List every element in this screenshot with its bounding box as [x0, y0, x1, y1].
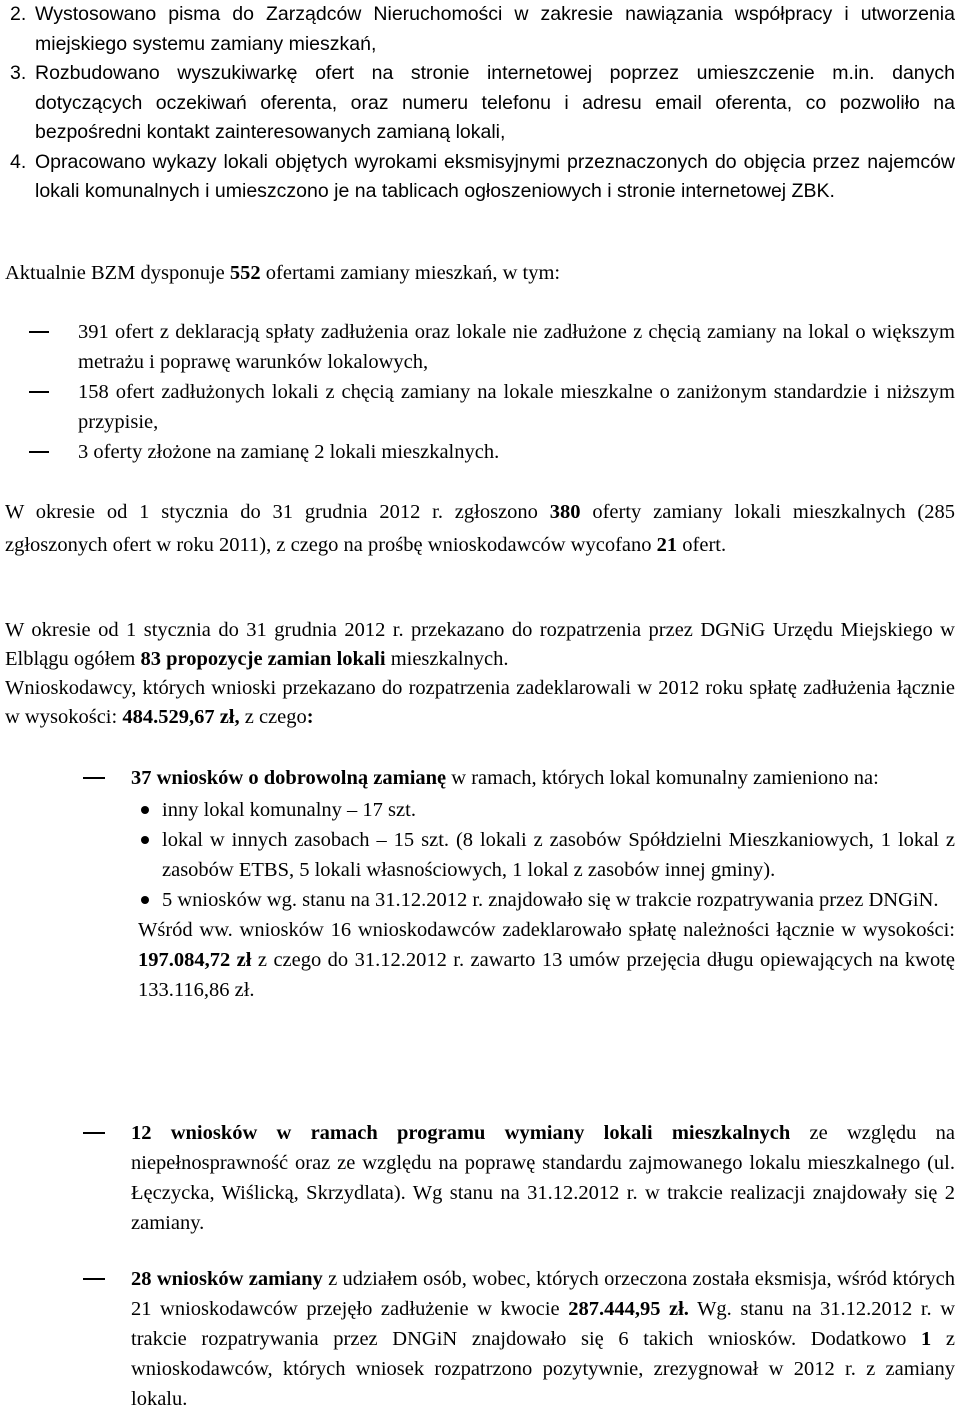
bold-phrase: 12 wniosków w ramach programu wymiany lokali mieszkalnych [131, 1122, 791, 1144]
bold-colon: : [306, 706, 314, 728]
text-span: W okresie od 1 stycznia do 31 grudnia 2012 r. przekazano do rozpatrzenia przez DGNiG Urzędu Miejskiego w Elblągu ogółem [5, 619, 955, 670]
dash-marker [29, 451, 49, 453]
intro-paragraph [5, 258, 955, 288]
offers-2012-paragraph [5, 496, 955, 562]
bullet-text: lokal w innych zasobach – 15 szt. (8 lokali z zasobów Spółdzielni Mieszkaniowych, 1 lokal z zasobów ETBS, 5 lokali własnościowych, 1 lokal z zasobów innej gminy). [162, 829, 955, 881]
list-item [5, 317, 955, 377]
text-span: z udziałem osób, wobec, których orzeczona została eksmisja, wśród których 21 wnioskodawców przejęło zadłużenie w kwocie [131, 1268, 956, 1320]
item-number: 3. [10, 62, 27, 84]
bold-amount: 197.084,72 zł [138, 949, 252, 971]
numbered-item [5, 0, 955, 59]
item-number: 2. [10, 3, 27, 25]
bold-amount: 287.444,95 zł. [568, 1298, 689, 1320]
item-text: Opracowano wykazy lokali objętych wyrokami eksmisyjnymi przeznaczonych do objęcia przez najemców lokali komunalnych i umieszczono je na tablicach ogłoszeniowych i stronie internetowej ZBK. [35, 150, 955, 202]
exchange-program-section [5, 1118, 955, 1238]
text-span: Wśród ww. wniosków 16 wnioskodawców zadeklarowało spłatę należności łącznie w wysokości: [138, 919, 955, 941]
text-span: z czego do 31.12.2012 r. zawarto 13 umów przejęcia długu opiewających na kwotę 133.116,86 zł. [138, 949, 955, 1001]
text-span: mieszkalnych. [385, 648, 509, 670]
list-item [5, 437, 955, 467]
voluntary-section [5, 763, 955, 1005]
bullet-marker [141, 836, 149, 844]
bullet-marker [141, 896, 149, 904]
bold-phrase: 83 propozycje zamian lokali [140, 648, 386, 670]
list-item-text: 391 ofert z deklaracją spłaty zadłużenia oraz lokale nie zadłużone z chęcią zamiany na lokal o większym metrażu i poprawę warunków lokalowych, [78, 321, 955, 373]
text-span: ze względu na niepełnosprawność oraz ze względu na poprawę standardu zajmowanego lokalu mieszkalnego (ul. Łęczycka, Wiślicką, Skrzydlata). Wg stanu na 31.12.2012 r. w trakcie realizacji znajdowały się 2 zamiany. [131, 1122, 956, 1234]
text-span: w ramach, których lokal komunalny zamieniono na: [446, 767, 879, 789]
bullet-text: inny lokal komunalny – 17 szt. [162, 799, 416, 821]
dgnig-paragraph [5, 616, 955, 732]
bold-number: 1 [921, 1328, 932, 1350]
dash-marker [29, 391, 49, 393]
numbered-item [5, 148, 955, 207]
numbered-list [5, 0, 955, 207]
bullet-text: 5 wniosków wg. stanu na 31.12.2012 r. znajdowało się w trakcie rozpatrywania przez DNGiN. [162, 889, 939, 911]
bold-number: 21 [656, 534, 678, 556]
list-item [5, 377, 955, 437]
intro-pre: Aktualnie BZM dysponuje [5, 262, 230, 284]
text-span: Wg. stanu na 31.12.2012 r. w trakcie rozpatrywania przez DNGiN znajdowało się 6 takich wniosków. Dodatkowo [131, 1298, 956, 1350]
item-text: Rozbudowano wyszukiwarkę ofert na stronie internetowej poprzez umieszczenie m.in. danych dotyczących oczekiwań oferenta, oraz numeru telefonu i adresu email oferenta, co pozwoliło na bezpośredni kontakt zainteresowanych zamianą lokali, [35, 62, 955, 143]
list-item-text: 3 oferty złożone na zamianę 2 lokali mieszkalnych. [78, 441, 500, 463]
text-span: ofert. [677, 534, 727, 556]
list-item [5, 1118, 955, 1238]
eviction-section [5, 1264, 955, 1414]
bold-number: 380 [549, 501, 581, 523]
list-item [5, 1264, 955, 1414]
bullet-item [5, 885, 955, 915]
list-item-text: 158 ofert zadłużonych lokali z chęcią zamiany na lokale mieszkalne o zaniżonym standardzie i niższym przypisie, [78, 381, 955, 433]
bold-phrase: 37 wniosków o dobrowolną zamianę [131, 767, 447, 789]
intro-post: ofertami zamiany mieszkań, w tym: [260, 262, 561, 284]
text-span: z czego [239, 706, 307, 728]
numbered-item [5, 59, 955, 148]
dash-marker [83, 1132, 105, 1134]
dash-marker [83, 1278, 105, 1280]
bullet-item [5, 795, 955, 825]
intro-count: 552 [229, 262, 261, 284]
voluntary-note [5, 915, 955, 1005]
text-span: oferty zamiany lokali mieszkalnych (285 zgłoszonych ofert w roku 2011), z czego na prośbę wnioskodawców wycofano [5, 501, 956, 556]
bullet-item [5, 825, 955, 885]
dash-marker [83, 777, 105, 779]
text-span: W okresie od 1 stycznia do 31 grudnia 2012 r. zgłoszono [5, 501, 550, 523]
dash-marker [29, 331, 49, 333]
item-number: 4. [10, 150, 27, 173]
text-span: Wnioskodawcy, których wnioski przekazano do rozpatrzenia zadeklarowali w 2012 roku spłatę zadłużenia łącznie w wysokości: [5, 677, 955, 728]
list-item [5, 763, 955, 793]
bold-amount: 484.529,67 zł, [122, 706, 240, 728]
bullet-marker [141, 806, 149, 814]
offers-list [5, 317, 955, 467]
text-span: z wnioskodawców, których wniosek rozpatrzono pozytywnie, zrezygnował w 2012 r. z zamiany lokalu. [131, 1328, 955, 1410]
bold-phrase: 28 wniosków zamiany [131, 1268, 323, 1290]
item-text: Wystosowano pisma do Zarządców Nieruchomości w zakresie nawiązania współpracy i utworzenia miejskiego systemu zamiany mieszkań, [35, 3, 955, 55]
